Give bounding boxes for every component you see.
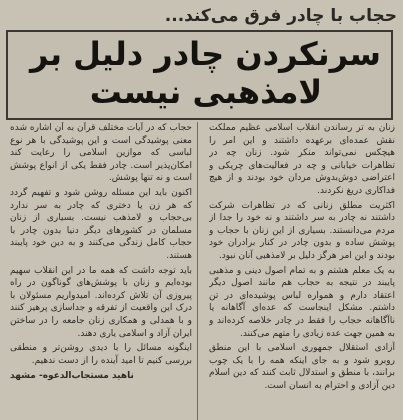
column-divider <box>197 122 198 420</box>
paragraph: باید توجه داشت که همه ما در این انقلاب سهیم بوده‌ایم و زنان با پوشش‌های گوناگون در راه پیروزی آن تلاش کرده‌اند. امیدواریم مسئولان با درک این واقعیت از تفرقه و جداسازی پرهیز کنند و با همدلی و همکاری زنان جامعه را در ساختن ایران آزاد و اسلامی یاری دهند. <box>10 265 192 339</box>
paragraph: حجاب که در آیات مختلف قرآن به آن اشاره شده معنی پوشیدگی است و این پوشیدگی با هر نوع لباسی که موازین اسلامی را رعایت کند امکان‌پذیر است. چادر فقط یکی از انواع پوشش است و نه تنها پوشش. <box>10 123 192 184</box>
paragraph: اکثریت مطلق زنانی که در تظاهرات شرکت داشتند نه چادر به سر داشتند و نه خود را جدا از مردم می‌دانستند. بسیاری از این زنان با حجاب و پوشش ساده و بدون چادر در کنار برادران خود بودند و این امر هرگز دلیل بر لامذهبی آنان نبود. <box>209 200 395 261</box>
paragraph: به یک معلم هشتم و به تمام اصول دینی و مذهبی پایبند در نتیجه به حجاب هم مانند اصول دیگر اعتقاد دارم و همواره لباس پوشیده‌ای در تن داشتم. مشکل اینجاست که عده‌ای آگاهانه یا ناآگاهانه حجاب را فقط در چادر خلاصه کرده‌اند و به همین جهت عده زیادی را متهم می‌کنند. <box>209 265 395 339</box>
article-body <box>10 122 395 420</box>
main-title-line-2: لامذهبی نیست <box>89 73 323 111</box>
article-column-right <box>209 122 395 420</box>
top-headline: حجاب با چادر فرق می‌کند... <box>164 6 397 26</box>
paragraph: زنان به تر رساندن انقلاب اسلامی عظیم مملکت نقش عمده‌ای برعهده داشتند و این امر را هیچکس نمی‌تواند منکر شود. زنان چه در تظاهرات خیابانی و چه در فعالیت‌های چریکی و اعتراضی دوش‌بدوش مردان خود بودند و از هیچ فداکاری دریغ نکردند. <box>209 123 395 196</box>
article-column-left <box>10 122 192 420</box>
main-title-line-1: سرنکردن چادر دلیل بر <box>30 35 381 73</box>
paragraph: اکنون باید این مسئله روشن شود و تفهیم گردد که هر زن یا دختری که چادر به سر ندارد بی‌حجاب و لامذهب نیست. بسیاری از زنان مسلمان در کشورهای دیگر دنیا بدون چادر با حجاب کامل زندگی می‌کنند و به دین خود پایبند هستند. <box>10 187 192 261</box>
paragraph: آزادی استقلال جمهوری اسلامی با این منطق روبرو شود و به جای اینکه همه را با یک چوب برانند، با منطق و استدلال ثابت کنند که دین اسلام دین آزادی و احترام به انسان است. <box>209 343 395 391</box>
paragraph: اینگونه مسائل را با دیدی روشن‌تر و منطقی بررسی کنیم تا امید آینده را از دست ندهیم. <box>10 343 192 366</box>
author-signature: ناهید مستجاب‌الدعوه- مشهد <box>10 371 134 382</box>
